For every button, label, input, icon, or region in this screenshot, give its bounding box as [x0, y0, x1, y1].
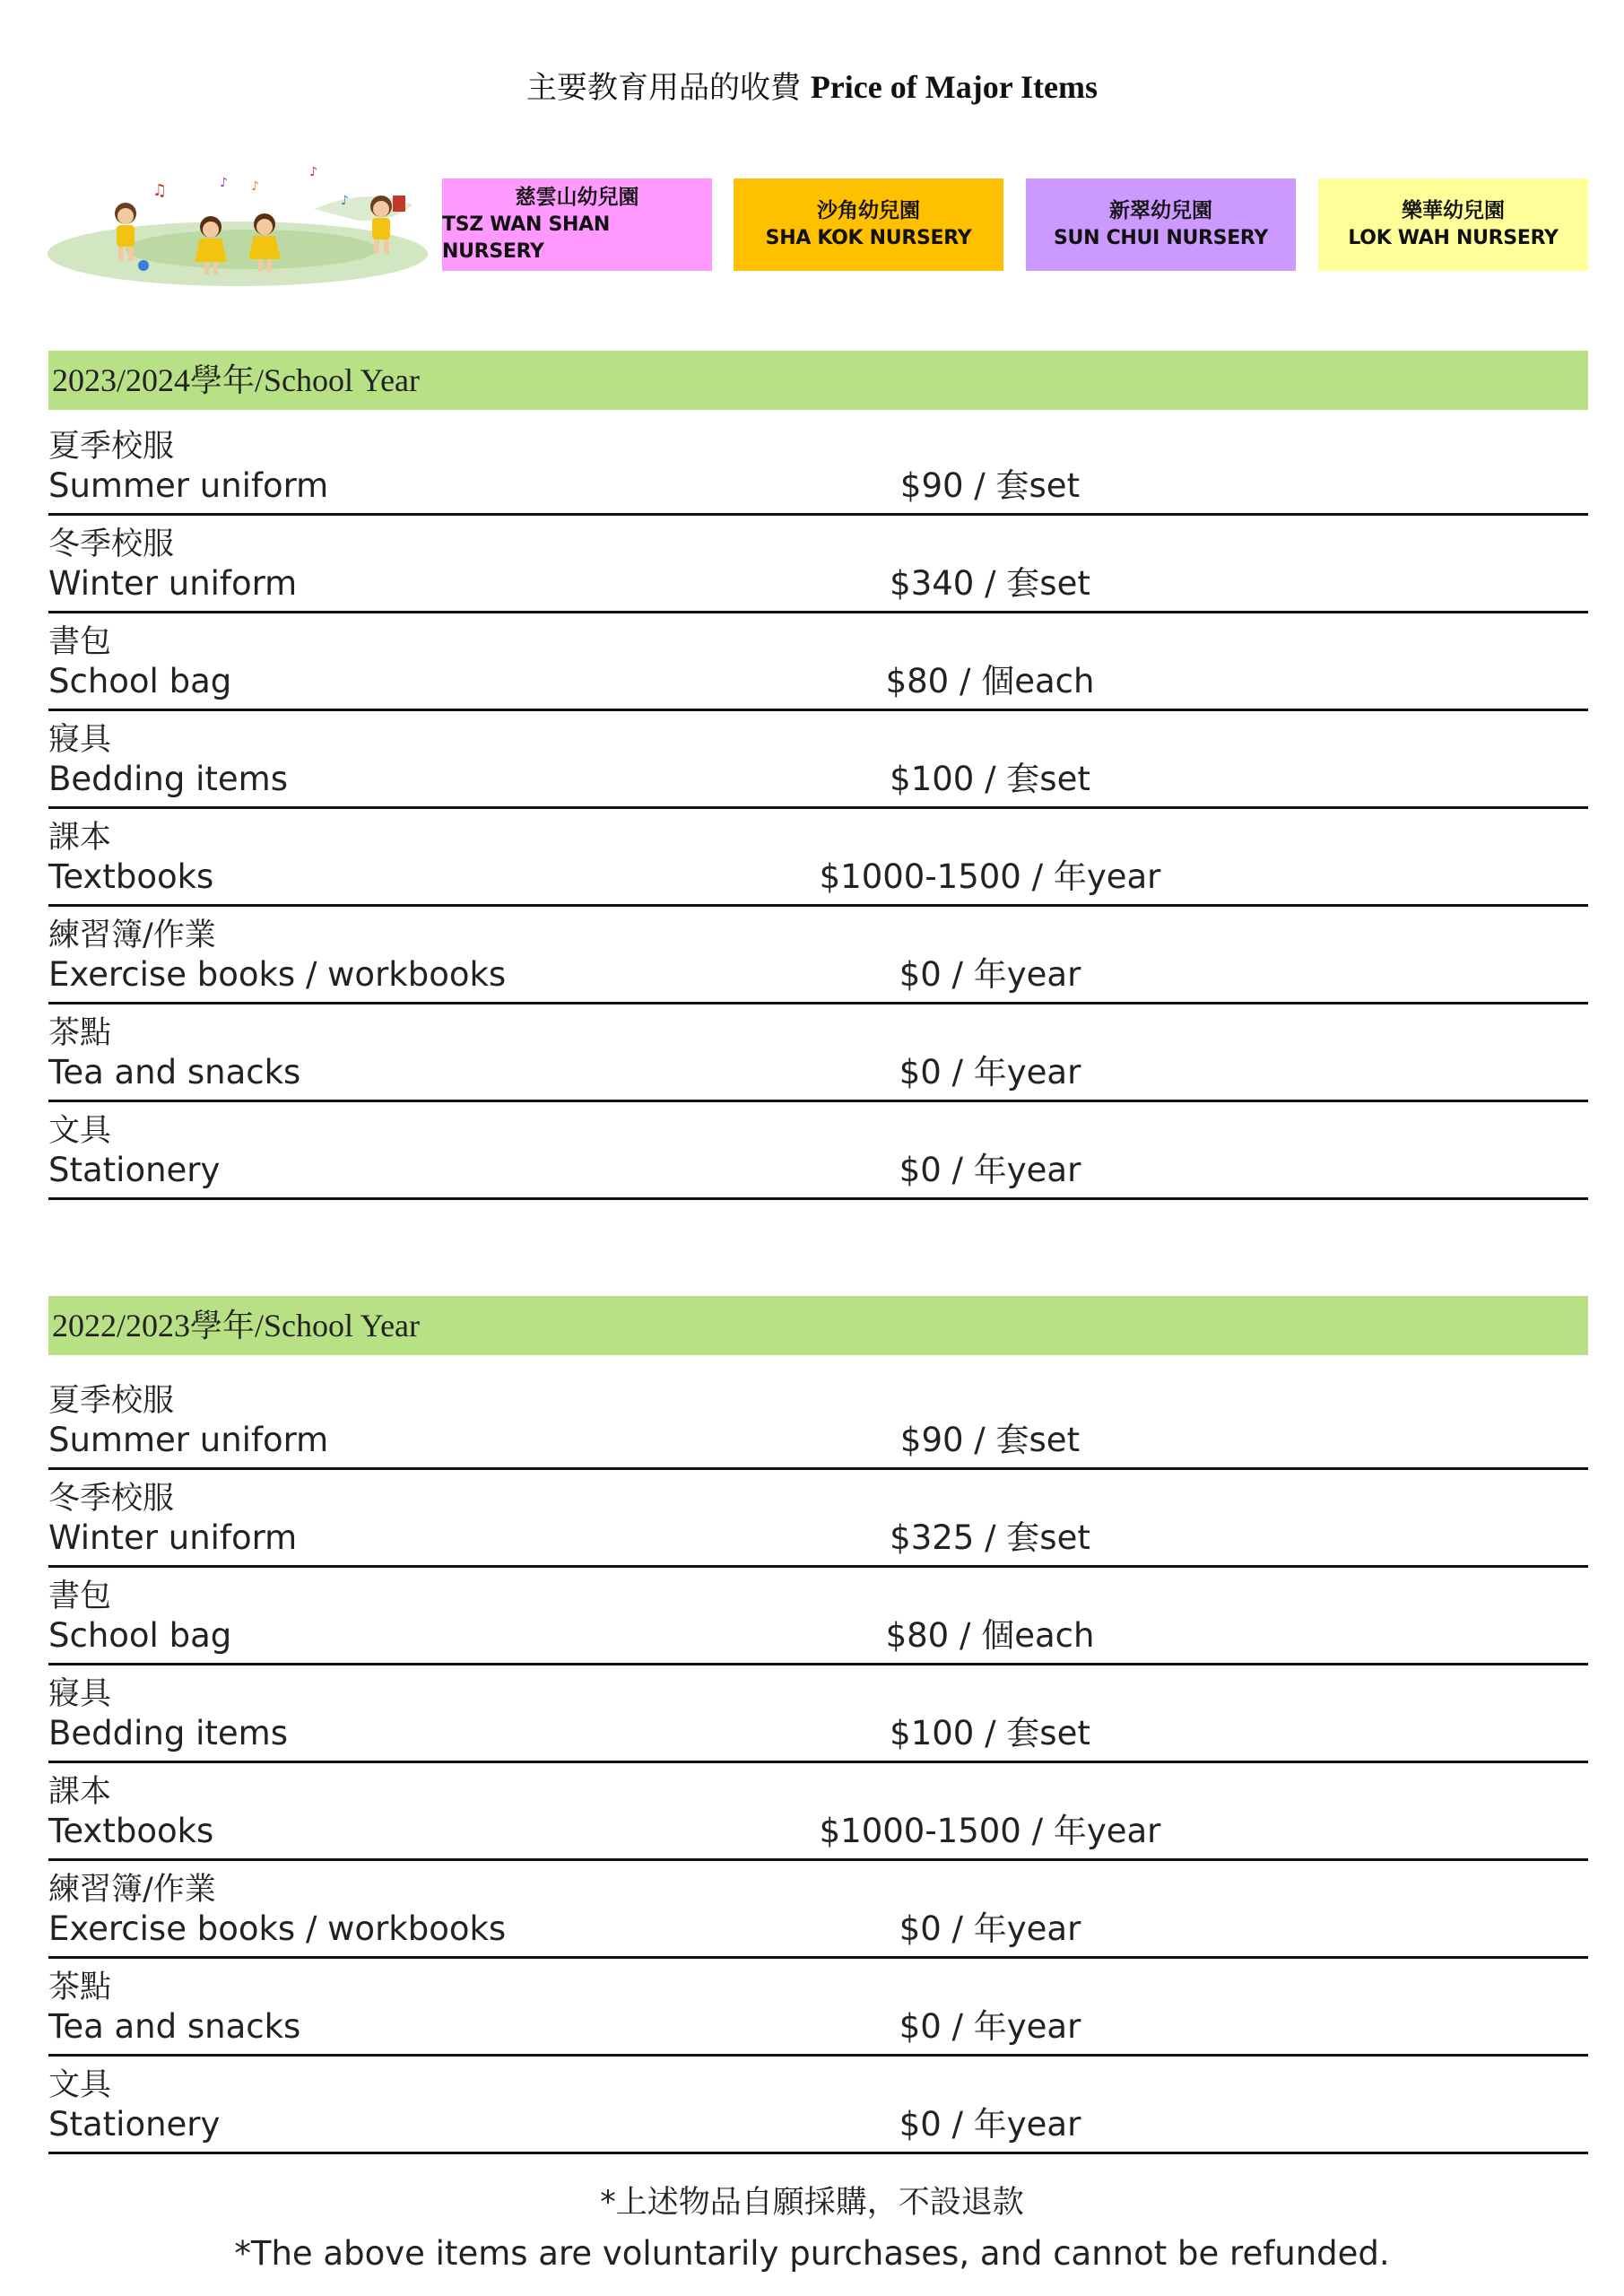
table-row — [48, 1470, 1588, 1568]
item-name-en: Summer uniform — [48, 1421, 329, 1459]
item-name-zh: 寢具 — [48, 1676, 112, 1712]
item-name-zh: 冬季校服 — [48, 526, 175, 562]
item-name-zh: 冬季校服 — [48, 1481, 175, 1517]
item-name-en: Exercise books / workbooks — [48, 955, 507, 994]
item-price: $100 / 套set — [890, 760, 1090, 798]
nursery-tab-sha-kok[interactable] — [734, 178, 1003, 271]
table-row — [48, 613, 1588, 711]
price-table-2022-2023 — [48, 1372, 1588, 2154]
svg-text:♫: ♫ — [152, 181, 168, 200]
table-row — [48, 418, 1588, 516]
table-row — [48, 1763, 1588, 1861]
item-price: $90 / 套set — [899, 466, 1081, 505]
item-name-zh: 茶點 — [48, 1970, 112, 2005]
svg-text:♪: ♪ — [251, 179, 259, 194]
page-title-zh: 主要教育用品的收費 — [526, 70, 801, 106]
item-name-en: Exercise books / workbooks — [48, 1909, 507, 1948]
svg-text:♪: ♪ — [341, 194, 349, 208]
price-table-2023-2024 — [48, 418, 1588, 1200]
item-price: $0 / 年year — [899, 1151, 1081, 1189]
item-price: $1000-1500 / 年year — [819, 857, 1161, 896]
footnote-zh: *上述物品自願採購，不設退款 — [600, 2185, 1024, 2221]
table-row — [48, 1959, 1588, 2057]
table-row — [48, 1372, 1588, 1470]
item-price: $325 / 套set — [890, 1518, 1090, 1557]
table-row — [48, 1004, 1588, 1102]
item-price: $0 / 年year — [899, 955, 1081, 994]
item-price: $100 / 套set — [890, 1714, 1090, 1752]
table-row — [48, 1861, 1588, 1959]
nursery-tabs — [442, 178, 1588, 271]
item-name-en: School bag — [48, 1616, 232, 1655]
item-name-en: Stationery — [48, 1151, 221, 1189]
nursery-tab-tsz-wan-shan[interactable] — [442, 178, 712, 271]
nursery-name-zh: 新翠幼兒園 — [1109, 199, 1212, 222]
nursery-name-zh: 樂華幼兒園 — [1402, 199, 1505, 222]
nursery-name-en: SHA KOK NURSERY — [765, 227, 972, 249]
item-price: $0 / 年year — [899, 2105, 1081, 2144]
item-name-en: Tea and snacks — [48, 2007, 301, 2046]
nursery-name-zh: 慈雲山幼兒園 — [515, 186, 639, 209]
item-price: $80 / 個each — [885, 1616, 1095, 1655]
children-dancing-illustration — [45, 160, 448, 294]
item-name-zh: 練習簿/作業 — [48, 1872, 216, 1908]
item-price: $1000-1500 / 年year — [819, 1812, 1161, 1850]
item-price: $80 / 個each — [885, 662, 1095, 700]
item-name-en: Stationery — [48, 2105, 221, 2144]
item-price: $340 / 套set — [890, 564, 1090, 603]
table-row — [48, 907, 1588, 1004]
table-row — [48, 809, 1588, 907]
svg-text:♪: ♪ — [220, 176, 228, 190]
table-row — [48, 1102, 1588, 1200]
section-header-2023-2024: 2023/2024學年/School Year — [48, 351, 1588, 410]
item-name-zh: 夏季校服 — [48, 429, 175, 465]
item-price: $0 / 年year — [899, 2007, 1081, 2046]
table-row — [48, 1568, 1588, 1665]
item-name-en: Bedding items — [48, 1714, 288, 1752]
item-name-en: Textbooks — [48, 857, 214, 896]
item-name-en: Bedding items — [48, 760, 288, 798]
item-price: $0 / 年year — [899, 1053, 1081, 1091]
nursery-name-en: TSZ WAN SHAN NURSERY — [442, 213, 610, 263]
item-name-en: Winter uniform — [48, 564, 298, 603]
nursery-name-zh: 沙角幼兒園 — [817, 199, 920, 222]
page-title-en: Price of Major Items — [810, 69, 1098, 105]
table-row — [48, 1665, 1588, 1763]
item-name-zh: 寢具 — [48, 722, 112, 758]
nursery-tab-sun-chui[interactable] — [1026, 178, 1296, 271]
item-name-zh: 書包 — [48, 624, 112, 660]
item-name-en: Winter uniform — [48, 1518, 298, 1557]
item-name-zh: 書包 — [48, 1578, 112, 1614]
item-name-en: Summer uniform — [48, 466, 329, 505]
item-price: $90 / 套set — [899, 1421, 1081, 1459]
table-row — [48, 516, 1588, 613]
item-name-zh: 課本 — [48, 1774, 112, 1810]
item-price: $0 / 年year — [899, 1909, 1081, 1948]
svg-text:♪: ♪ — [309, 165, 317, 179]
item-name-zh: 練習簿/作業 — [48, 918, 216, 953]
table-row — [48, 2057, 1588, 2154]
nursery-tab-lok-wah[interactable] — [1318, 178, 1588, 271]
nursery-name-en: LOK WAH NURSERY — [1348, 227, 1559, 249]
item-name-en: Textbooks — [48, 1812, 214, 1850]
page-title — [0, 66, 1624, 109]
item-name-zh: 夏季校服 — [48, 1383, 175, 1419]
item-name-zh: 課本 — [48, 820, 112, 856]
item-name-zh: 文具 — [48, 1113, 112, 1149]
section-header-2022-2023: 2022/2023學年/School Year — [48, 1296, 1588, 1355]
item-name-en: Tea and snacks — [48, 1053, 301, 1091]
table-row — [48, 711, 1588, 809]
item-name-zh: 茶點 — [48, 1015, 112, 1051]
item-name-zh: 文具 — [48, 2067, 112, 2103]
footnote-en: *The above items are voluntarily purchases, and cannot be refunded. — [234, 2234, 1390, 2273]
item-name-en: School bag — [48, 662, 232, 700]
nursery-name-en: SUN CHUI NURSERY — [1053, 227, 1268, 249]
